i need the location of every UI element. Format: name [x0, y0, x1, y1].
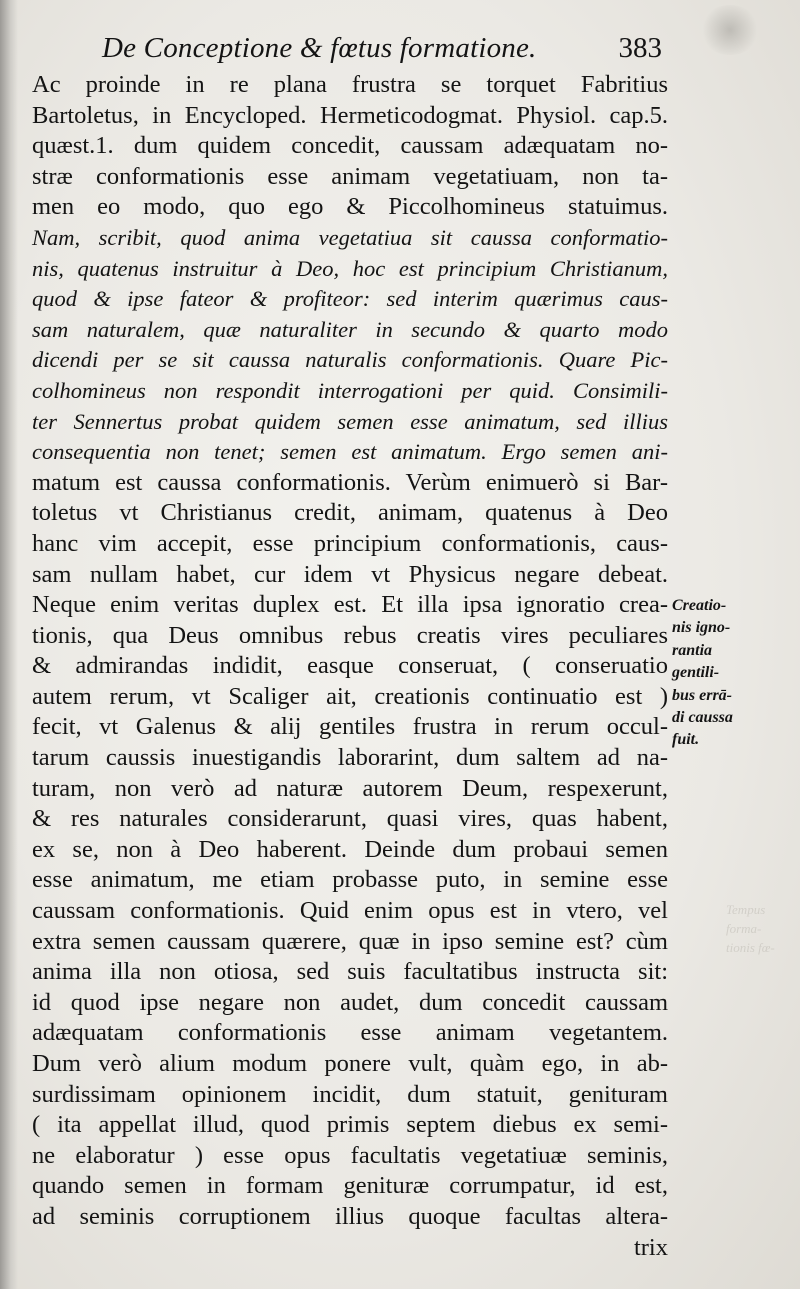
text-line: autem rerum, vt Scaliger ait, creationis continuatio est ): [32, 682, 668, 710]
text-line: id quod ipse negare non audet, dum concedit caussam: [32, 988, 668, 1016]
text-line: nis, quatenus instruitur à Deo, hoc est principium Christianum,: [32, 255, 668, 281]
running-title: De Conceptione & fœtus formatione.: [102, 32, 537, 64]
marginal-note-line: rantia: [672, 641, 713, 659]
main-text-block: [32, 70, 668, 1263]
text-line: Bartoletus, in Encycloped. Hermeticodogmat. Physiol. cap.5.: [32, 101, 668, 129]
page-header: [102, 28, 662, 76]
marginal-note-line: di caussa: [672, 708, 733, 726]
text-line: toletus vt Christianus credit, animam, quatenus à Deo: [32, 499, 668, 527]
text-line: Neque enim veritas duplex est. Et illa ipsa ignoratio crea-: [32, 591, 668, 619]
page-gutter-shadow: [0, 0, 18, 1289]
text-line: Ac proinde in re plana frustra se torquet Fabritius: [32, 71, 668, 98]
page-number: 383: [618, 32, 662, 64]
marginal-note-line: gentili-: [672, 664, 720, 682]
text-line: stræ conformationis esse animam vegetatiuam, non ta-: [32, 162, 668, 190]
text-line: Nam, scribit, quod anima vegetatiua sit caussa conformatio-: [32, 224, 668, 250]
text-line: men eo modo, quo ego & Piccolhomineus statuimus.: [32, 193, 668, 221]
text-line: ter Sennertus probat quidem semen esse animatum, sed illius: [32, 408, 668, 434]
ink-smudge: [700, 5, 760, 55]
marginal-note-line: nis igno-: [672, 619, 731, 637]
text-line: hanc vim accepit, esse principium conformationis, caus-: [32, 529, 668, 557]
text-line: dicendi per se sit caussa naturalis conformationis. Quare Pic-: [32, 347, 668, 373]
text-line: fecit, vt Galenus & alij gentiles frustra in rerum occul-: [32, 713, 668, 741]
text-line: ( ita appellat illud, quod primis septem diebus ex semi-: [32, 1111, 668, 1139]
marginal-note-line: bus errā-: [672, 686, 733, 704]
text-line: ne elaboratur ) esse opus facultatis vegetatiuæ seminis,: [32, 1141, 668, 1169]
marginal-note-line: fuit.: [672, 731, 700, 749]
text-line: colhomineus non respondit interrogationi per quid. Consimili-: [32, 377, 668, 403]
text-line: ad seminis corruptionem illius quoque facultas altera-: [32, 1202, 668, 1230]
text-line: Dum verò alium modum ponere vult, quàm ego, in ab-: [32, 1050, 668, 1077]
bleed-through-text: Tempus forma- tionis fœ-: [726, 902, 775, 955]
text-line: extra semen caussam quærere, quæ in ipso semine est? cùm: [32, 927, 668, 955]
text-line: trix: [633, 1233, 668, 1261]
text-line: consequentia non tenet; semen est animatum. Ergo semen ani-: [32, 439, 668, 465]
text-line: & admirandas indidit, easque conseruat, ( conseruatio: [32, 652, 668, 680]
text-line: quæst.1. dum quidem concedit, caussam adæquatam no-: [32, 132, 668, 160]
text-line: adæquatam conformationis esse animam vegetantem.: [32, 1019, 668, 1047]
marginal-note-line: Creatio-: [672, 597, 727, 614]
text-line: quod & ipse fateor & profiteor: sed interim quærimus caus-: [32, 286, 668, 312]
text-line: anima illa non otiosa, sed suis facultatibus instructa sit:: [32, 958, 668, 986]
text-line: sam nullam habet, cur idem vt Physicus negare debeat.: [32, 560, 668, 588]
text-line: quando semen in formam genituræ corrumpatur, id est,: [32, 1172, 668, 1200]
text-line: matum est caussa conformationis. Verùm enimuerò si Bar-: [32, 468, 668, 496]
text-line: caussam conformationis. Quid enim opus est in vtero, vel: [32, 897, 668, 925]
text-line: surdissimam opinionem incidit, dum statuit, genituram: [32, 1080, 668, 1108]
text-line: turam, non verò ad naturæ autorem Deum, respexerunt,: [32, 774, 668, 802]
text-line: esse animatum, me etiam probasse puto, in semine esse: [32, 866, 668, 894]
text-line: tionis, qua Deus omnibus rebus creatis vires peculiares: [32, 621, 668, 649]
text-line: & res naturales considerarunt, quasi vires, quas habent,: [32, 805, 668, 833]
text-line: tarum caussis inuestigandis laborarint, dum saltem ad na-: [32, 744, 668, 772]
text-line: sam naturalem, quæ naturaliter in secundo & quarto modo: [32, 316, 668, 342]
text-line: ex se, non à Deo haberent. Deinde dum probaui semen: [32, 835, 668, 863]
marginal-note: [672, 595, 792, 752]
